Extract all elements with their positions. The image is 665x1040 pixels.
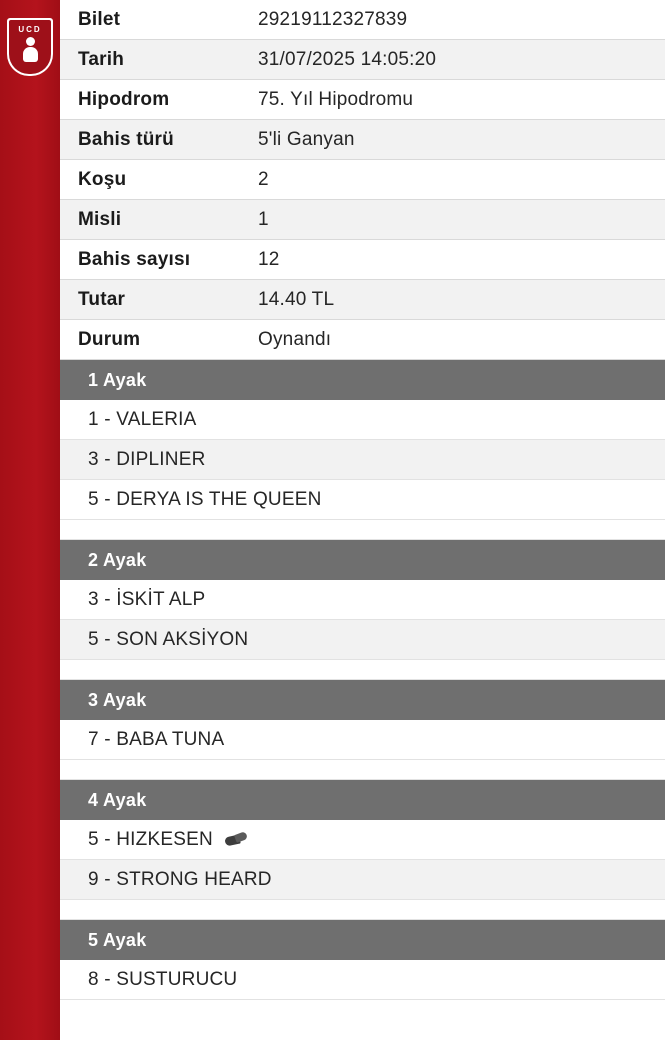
ticket-row-kosu [60, 160, 665, 200]
row-value: 5'li Ganyan [258, 128, 355, 150]
ticket-content [60, 0, 665, 1040]
row-label: Tarih [78, 48, 125, 70]
leg-header-3: 3 Ayak [60, 680, 665, 720]
row-label: Misli [78, 208, 122, 230]
ticket-row-bahis-turu [60, 120, 665, 160]
logo-figure-body [23, 47, 38, 62]
row-value: 29219112327839 [258, 8, 408, 30]
row-label: Durum [78, 328, 141, 350]
row-label: Tutar [78, 288, 126, 310]
ticket-row-durum [60, 320, 665, 360]
leg-body-5 [60, 960, 665, 1000]
row-label: Bilet [78, 8, 121, 30]
logo-letters: UCD [18, 25, 42, 34]
app-logo [7, 18, 53, 76]
leg-spacer [60, 660, 665, 680]
leg-header-5: 5 Ayak [60, 920, 665, 960]
ticket-row-hipodrom [60, 80, 665, 120]
ticket-row-bahis-sayisi [60, 240, 665, 280]
leg-header-2: 2 Ayak [60, 540, 665, 580]
row-value: 1 [258, 208, 269, 230]
ticket-row-tutar [60, 280, 665, 320]
row-value: 12 [258, 248, 280, 270]
row-label: Bahis sayısı [78, 248, 191, 270]
row-value: 75. Yıl Hipodromu [258, 88, 414, 110]
row-value: 14.40 TL [258, 288, 335, 310]
list-item[interactable]: 8 - SUSTURUCU [60, 960, 665, 1000]
list-item[interactable]: 3 - İSKİT ALP [60, 580, 665, 620]
leg-spacer [60, 520, 665, 540]
logo-figure-head [26, 37, 35, 46]
list-item[interactable] [60, 820, 665, 860]
leg-header-1: 1 Ayak [60, 360, 665, 400]
brand-rail [0, 0, 60, 1040]
list-item[interactable]: 3 - DIPLINER [60, 440, 665, 480]
ticket-row-tarih [60, 40, 665, 80]
row-label: Koşu [78, 168, 127, 190]
row-value: 2 [258, 168, 269, 190]
list-item[interactable]: 7 - BABA TUNA [60, 720, 665, 760]
leg-spacer [60, 900, 665, 920]
horse-rider-icon [22, 37, 39, 63]
list-item[interactable]: 1 - VALERIA [60, 400, 665, 440]
leg-body-1 [60, 400, 665, 540]
row-value: 31/07/2025 14:05:20 [258, 48, 437, 70]
list-item[interactable]: 5 - DERYA IS THE QUEEN [60, 480, 665, 520]
row-label: Bahis türü [78, 128, 174, 150]
list-item-label: 5 - HIZKESEN [88, 828, 213, 850]
ticket-row-bilet [60, 0, 665, 40]
leg-header-4: 4 Ayak [60, 780, 665, 820]
list-item[interactable]: 5 - SON AKSİYON [60, 620, 665, 660]
row-label: Hipodrom [78, 88, 170, 110]
leg-spacer [60, 760, 665, 780]
logo-shield [9, 20, 51, 74]
list-item[interactable]: 9 - STRONG HEARD [60, 860, 665, 900]
leg-body-4 [60, 820, 665, 920]
row-value: Oynandı [258, 328, 332, 350]
leg-body-3 [60, 720, 665, 780]
ticket-row-misli [60, 200, 665, 240]
blinker-icon [225, 833, 247, 847]
leg-body-2 [60, 580, 665, 680]
